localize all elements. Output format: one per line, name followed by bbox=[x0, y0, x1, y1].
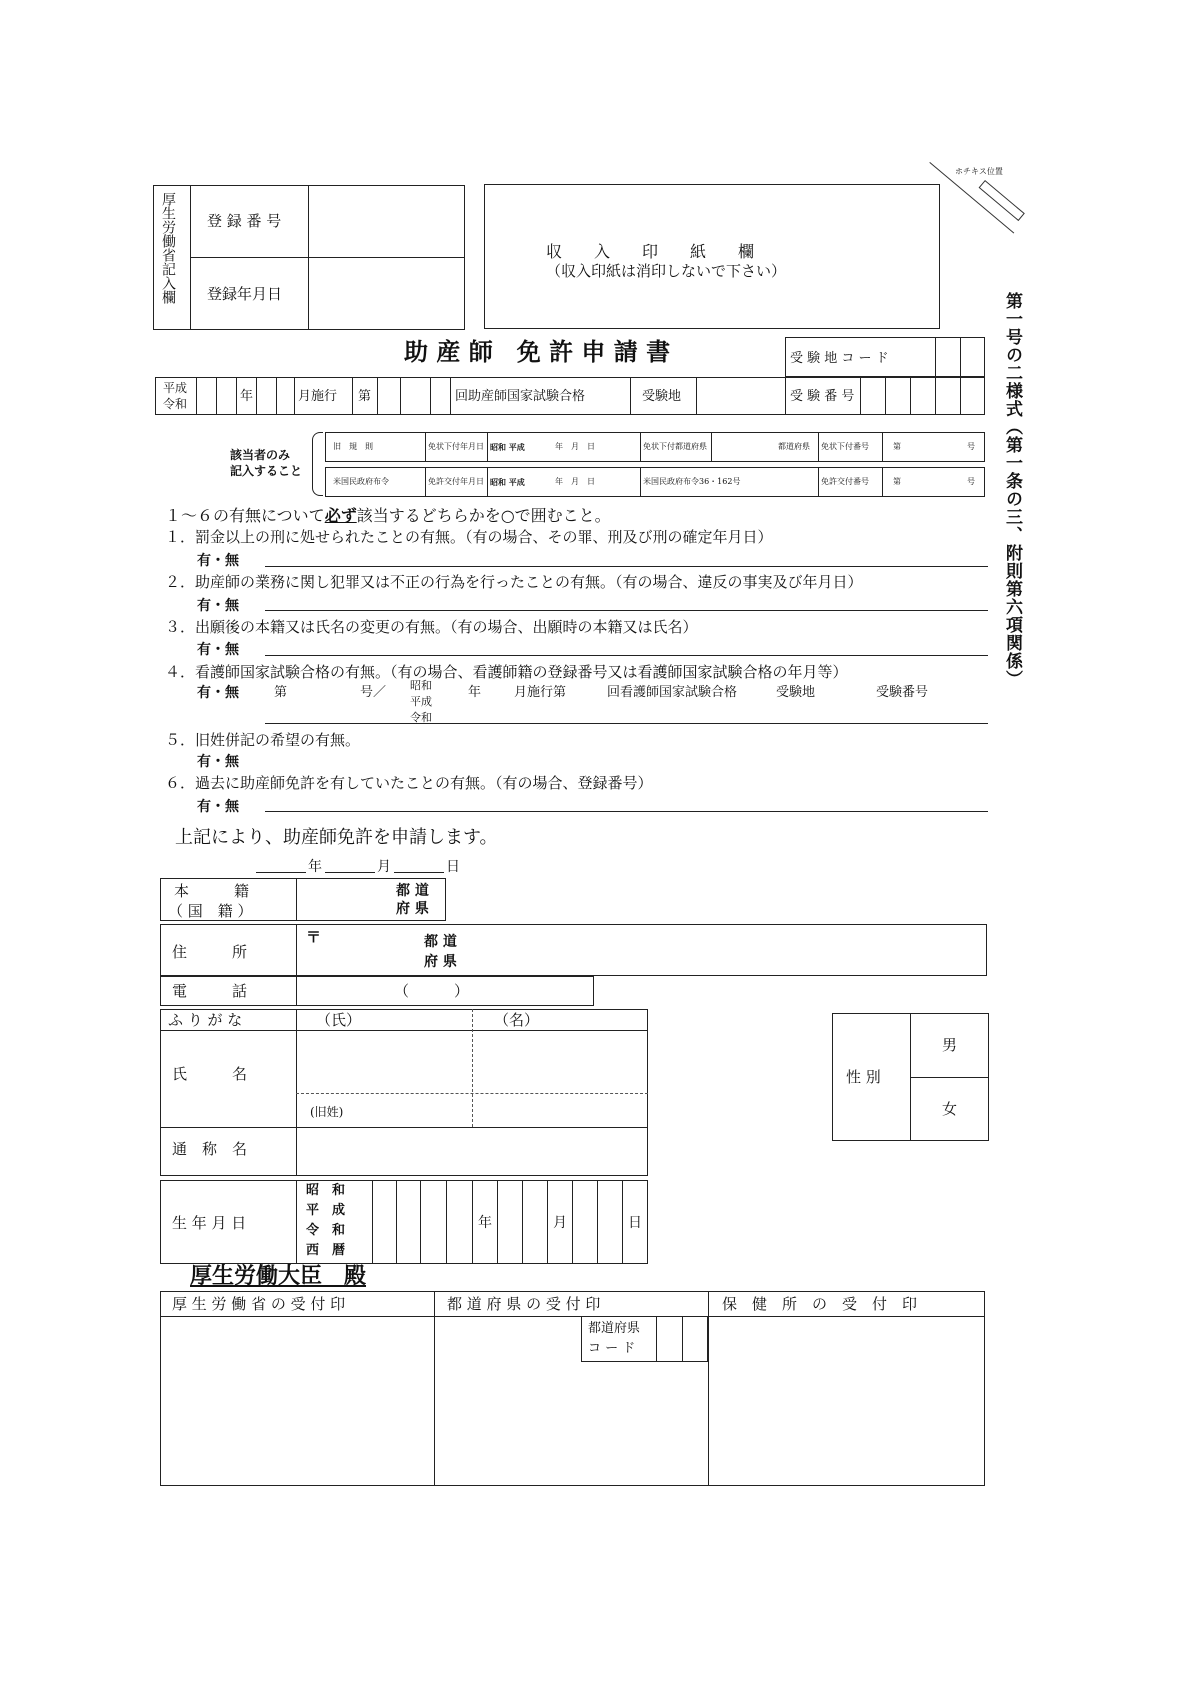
declaration-text: 上記により、助産師免許を申請します。 bbox=[175, 827, 498, 848]
exam-year-label: 年 bbox=[240, 389, 254, 404]
birth-month-label: 月 bbox=[553, 1215, 567, 1231]
q4-passed: 回看護師国家試験合格 bbox=[607, 685, 738, 700]
address-box bbox=[160, 924, 987, 976]
prefecture-receipt-label: 都 道 府 県 の 受 付 印 bbox=[447, 1295, 601, 1313]
stapler-position-icon bbox=[979, 180, 1025, 221]
date-day-label: 日 bbox=[446, 859, 460, 875]
revenue-stamp-note: （収入印紙は消印しないで下さい） bbox=[546, 262, 787, 280]
question-4-yes-no[interactable]: 有・無 bbox=[197, 685, 239, 701]
us-ordinance-number-text: 米国民政府布令36・162号 bbox=[643, 477, 741, 486]
sex-male-option[interactable]: 男 bbox=[942, 1036, 958, 1054]
registration-date-label: 登録年月日 bbox=[207, 285, 283, 303]
us-ordinance-dai: 第 bbox=[893, 477, 901, 486]
question-1: １．罰金以上の刑に処せられたことの有無。（有の場合、その罪、刑及び刑の確定年月日） bbox=[165, 528, 773, 546]
question-2-yes-no[interactable]: 有・無 bbox=[197, 598, 239, 614]
question-1-yes-no[interactable]: 有・無 bbox=[197, 553, 239, 569]
revenue-stamp-title: 収 入 印 紙 欄 bbox=[546, 242, 755, 261]
date-day-field[interactable] bbox=[394, 872, 444, 873]
question-6-yes-no[interactable]: 有・無 bbox=[197, 799, 239, 815]
old-name-label: (旧姓) bbox=[310, 1105, 344, 1119]
question-5-yes-no[interactable]: 有・無 bbox=[197, 754, 239, 770]
question-2-answer-line[interactable] bbox=[265, 610, 988, 611]
questions-intro: １～６の有無について必ず該当するどちらかを○で囲むこと。 bbox=[165, 506, 611, 525]
old-rules-issuer: 免状下付都道府県 bbox=[643, 442, 707, 451]
exam-dai-label: 第 bbox=[358, 389, 372, 404]
old-rules-go: 号 bbox=[967, 442, 975, 451]
birth-label: 生 年 月 日 bbox=[172, 1214, 247, 1232]
q4-era-heisei: 平成 bbox=[410, 695, 432, 708]
family-name-label: （氏） bbox=[316, 1011, 362, 1029]
applicable-brace-icon bbox=[312, 432, 323, 496]
phone-label: 電 話 bbox=[172, 982, 248, 1000]
date-year-label: 年 bbox=[308, 859, 322, 875]
pref-code-label-2: コ ー ド bbox=[588, 1341, 636, 1356]
addressee: 厚生労働大臣 殿 bbox=[190, 1263, 367, 1289]
phone-area-paren[interactable]: （ ） bbox=[394, 982, 470, 1000]
question-4-answer-line[interactable] bbox=[265, 723, 988, 724]
old-rules-eras: 昭和 平成 bbox=[490, 442, 525, 452]
applicable-label-2: 記入すること bbox=[230, 464, 303, 478]
q4-year: 年 bbox=[468, 685, 482, 700]
date-month-label: 月 bbox=[377, 859, 391, 875]
question-3: ３．出願後の本籍又は氏名の変更の有無。（有の場合、出願時の本籍又は氏名） bbox=[165, 618, 698, 636]
us-ordinance-go: 号 bbox=[967, 477, 975, 486]
old-rules-pref: 都道府県 bbox=[778, 442, 810, 451]
pref-code-label-1: 都道府県 bbox=[588, 1321, 641, 1336]
old-rules-issue-date: 免状下付年月日 bbox=[428, 442, 484, 451]
q4-era-showa: 昭和 bbox=[410, 679, 432, 692]
q4-dai: 第 bbox=[274, 685, 288, 700]
birth-era-heisei: 平 成 bbox=[306, 1203, 346, 1218]
alias-label: 通 称 名 bbox=[172, 1140, 248, 1158]
honseki-label: 本 籍 bbox=[174, 882, 250, 900]
birth-day-label: 日 bbox=[628, 1215, 642, 1231]
us-ordinance-eras: 昭和 平成 bbox=[490, 477, 525, 487]
honseki-pref-bottom: 府 県 bbox=[396, 901, 429, 917]
q4-era-reiwa: 令和 bbox=[410, 711, 432, 724]
q4-go: 号／ bbox=[360, 685, 387, 700]
birth-year-label: 年 bbox=[478, 1215, 492, 1231]
given-name-field[interactable] bbox=[476, 1034, 644, 1089]
name-label: 氏 名 bbox=[172, 1065, 248, 1083]
us-ordinance-number: 免許交付番号 bbox=[821, 477, 869, 486]
family-name-field[interactable] bbox=[300, 1034, 468, 1089]
birth-era-showa: 昭 和 bbox=[306, 1183, 346, 1198]
old-rules-dai: 第 bbox=[893, 442, 901, 451]
question-3-yes-no[interactable]: 有・無 bbox=[197, 642, 239, 658]
q4-place: 受験地 bbox=[776, 685, 816, 700]
health-center-receipt-label: 保 健 所 の 受 付 印 bbox=[722, 1295, 918, 1313]
receipt-stamps-box bbox=[160, 1291, 985, 1486]
old-rules-kind: 旧 規 則 bbox=[333, 442, 373, 451]
address-label: 住 所 bbox=[172, 943, 248, 961]
kokuseki-label: （ 国 籍 ） bbox=[168, 902, 253, 920]
date-year-field[interactable] bbox=[256, 872, 306, 873]
era-heisei: 平成 bbox=[163, 381, 188, 395]
ministry-receipt-label: 厚 生 労 働 省 の 受 付 印 bbox=[172, 1295, 346, 1313]
sex-female-option[interactable]: 女 bbox=[942, 1100, 958, 1118]
us-ordinance-issue-date: 免許交付年月日 bbox=[428, 477, 484, 486]
stapler-label: ホチキス位置 bbox=[955, 167, 1003, 176]
address-pref-top: 都 道 bbox=[424, 934, 457, 950]
given-name-label: （名） bbox=[494, 1011, 540, 1029]
furigana-label: ふ り が な bbox=[168, 1011, 243, 1029]
honseki-pref-top: 都 道 bbox=[396, 883, 429, 899]
exam-place-label: 受験地 bbox=[642, 389, 682, 404]
question-6: ６．過去に助産師免許を有していたことの有無。（有の場合、登録番号） bbox=[165, 774, 653, 792]
question-4: ４．看護師国家試験合格の有無。（有の場合、看護師籍の登録番号又は看護師国家試験合格の年月等） bbox=[165, 663, 848, 681]
questions-intro-must: 必ず bbox=[324, 506, 357, 525]
form-title: 助 産 師 免 許 申 請 書 bbox=[404, 337, 671, 366]
question-6-answer-line[interactable] bbox=[265, 811, 988, 812]
postal-mark: 〒 bbox=[306, 928, 322, 946]
question-3-answer-line[interactable] bbox=[265, 655, 988, 656]
address-pref-bottom: 府 県 bbox=[424, 954, 457, 970]
birth-era-seireki: 西 暦 bbox=[306, 1243, 346, 1258]
exam-month-label: 月施行 bbox=[298, 389, 338, 404]
exam-passed-label: 回助産師国家試験合格 bbox=[455, 389, 586, 404]
applicable-label-1: 該当者のみ bbox=[230, 448, 291, 462]
registration-number-label: 登 録 番 号 bbox=[207, 212, 282, 230]
question-5: ５．旧姓併記の希望の有無。 bbox=[165, 731, 361, 749]
q4-month-exec: 月施行第 bbox=[514, 685, 567, 700]
us-ordinance-kind: 米国民政府布令 bbox=[333, 477, 389, 486]
exam-code-label: 受 験 地 コ ー ド bbox=[790, 351, 889, 366]
us-ordinance-ymd: 年 月 日 bbox=[555, 477, 595, 486]
question-2: ２．助産師の業務に関し犯罪又は不正の行為を行ったことの有無。（有の場合、違反の事実及び年月日） bbox=[165, 573, 863, 591]
era-reiwa: 令和 bbox=[163, 397, 188, 411]
q4-number: 受験番号 bbox=[876, 685, 929, 700]
exam-number-label: 受 験 番 号 bbox=[790, 389, 855, 404]
ministry-side-label: 厚生労働省記入欄 bbox=[160, 192, 176, 304]
date-month-field[interactable] bbox=[325, 872, 375, 873]
old-rules-number: 免状下付番号 bbox=[821, 442, 869, 451]
old-rules-ymd: 年 月 日 bbox=[555, 442, 595, 451]
birth-era-reiwa: 令 和 bbox=[306, 1223, 346, 1238]
sex-label: 性 別 bbox=[846, 1068, 881, 1086]
form-side-title: 第一号の二様式（第一条の三、附則第六項関係） bbox=[1002, 292, 1022, 688]
question-1-answer-line[interactable] bbox=[265, 566, 988, 567]
